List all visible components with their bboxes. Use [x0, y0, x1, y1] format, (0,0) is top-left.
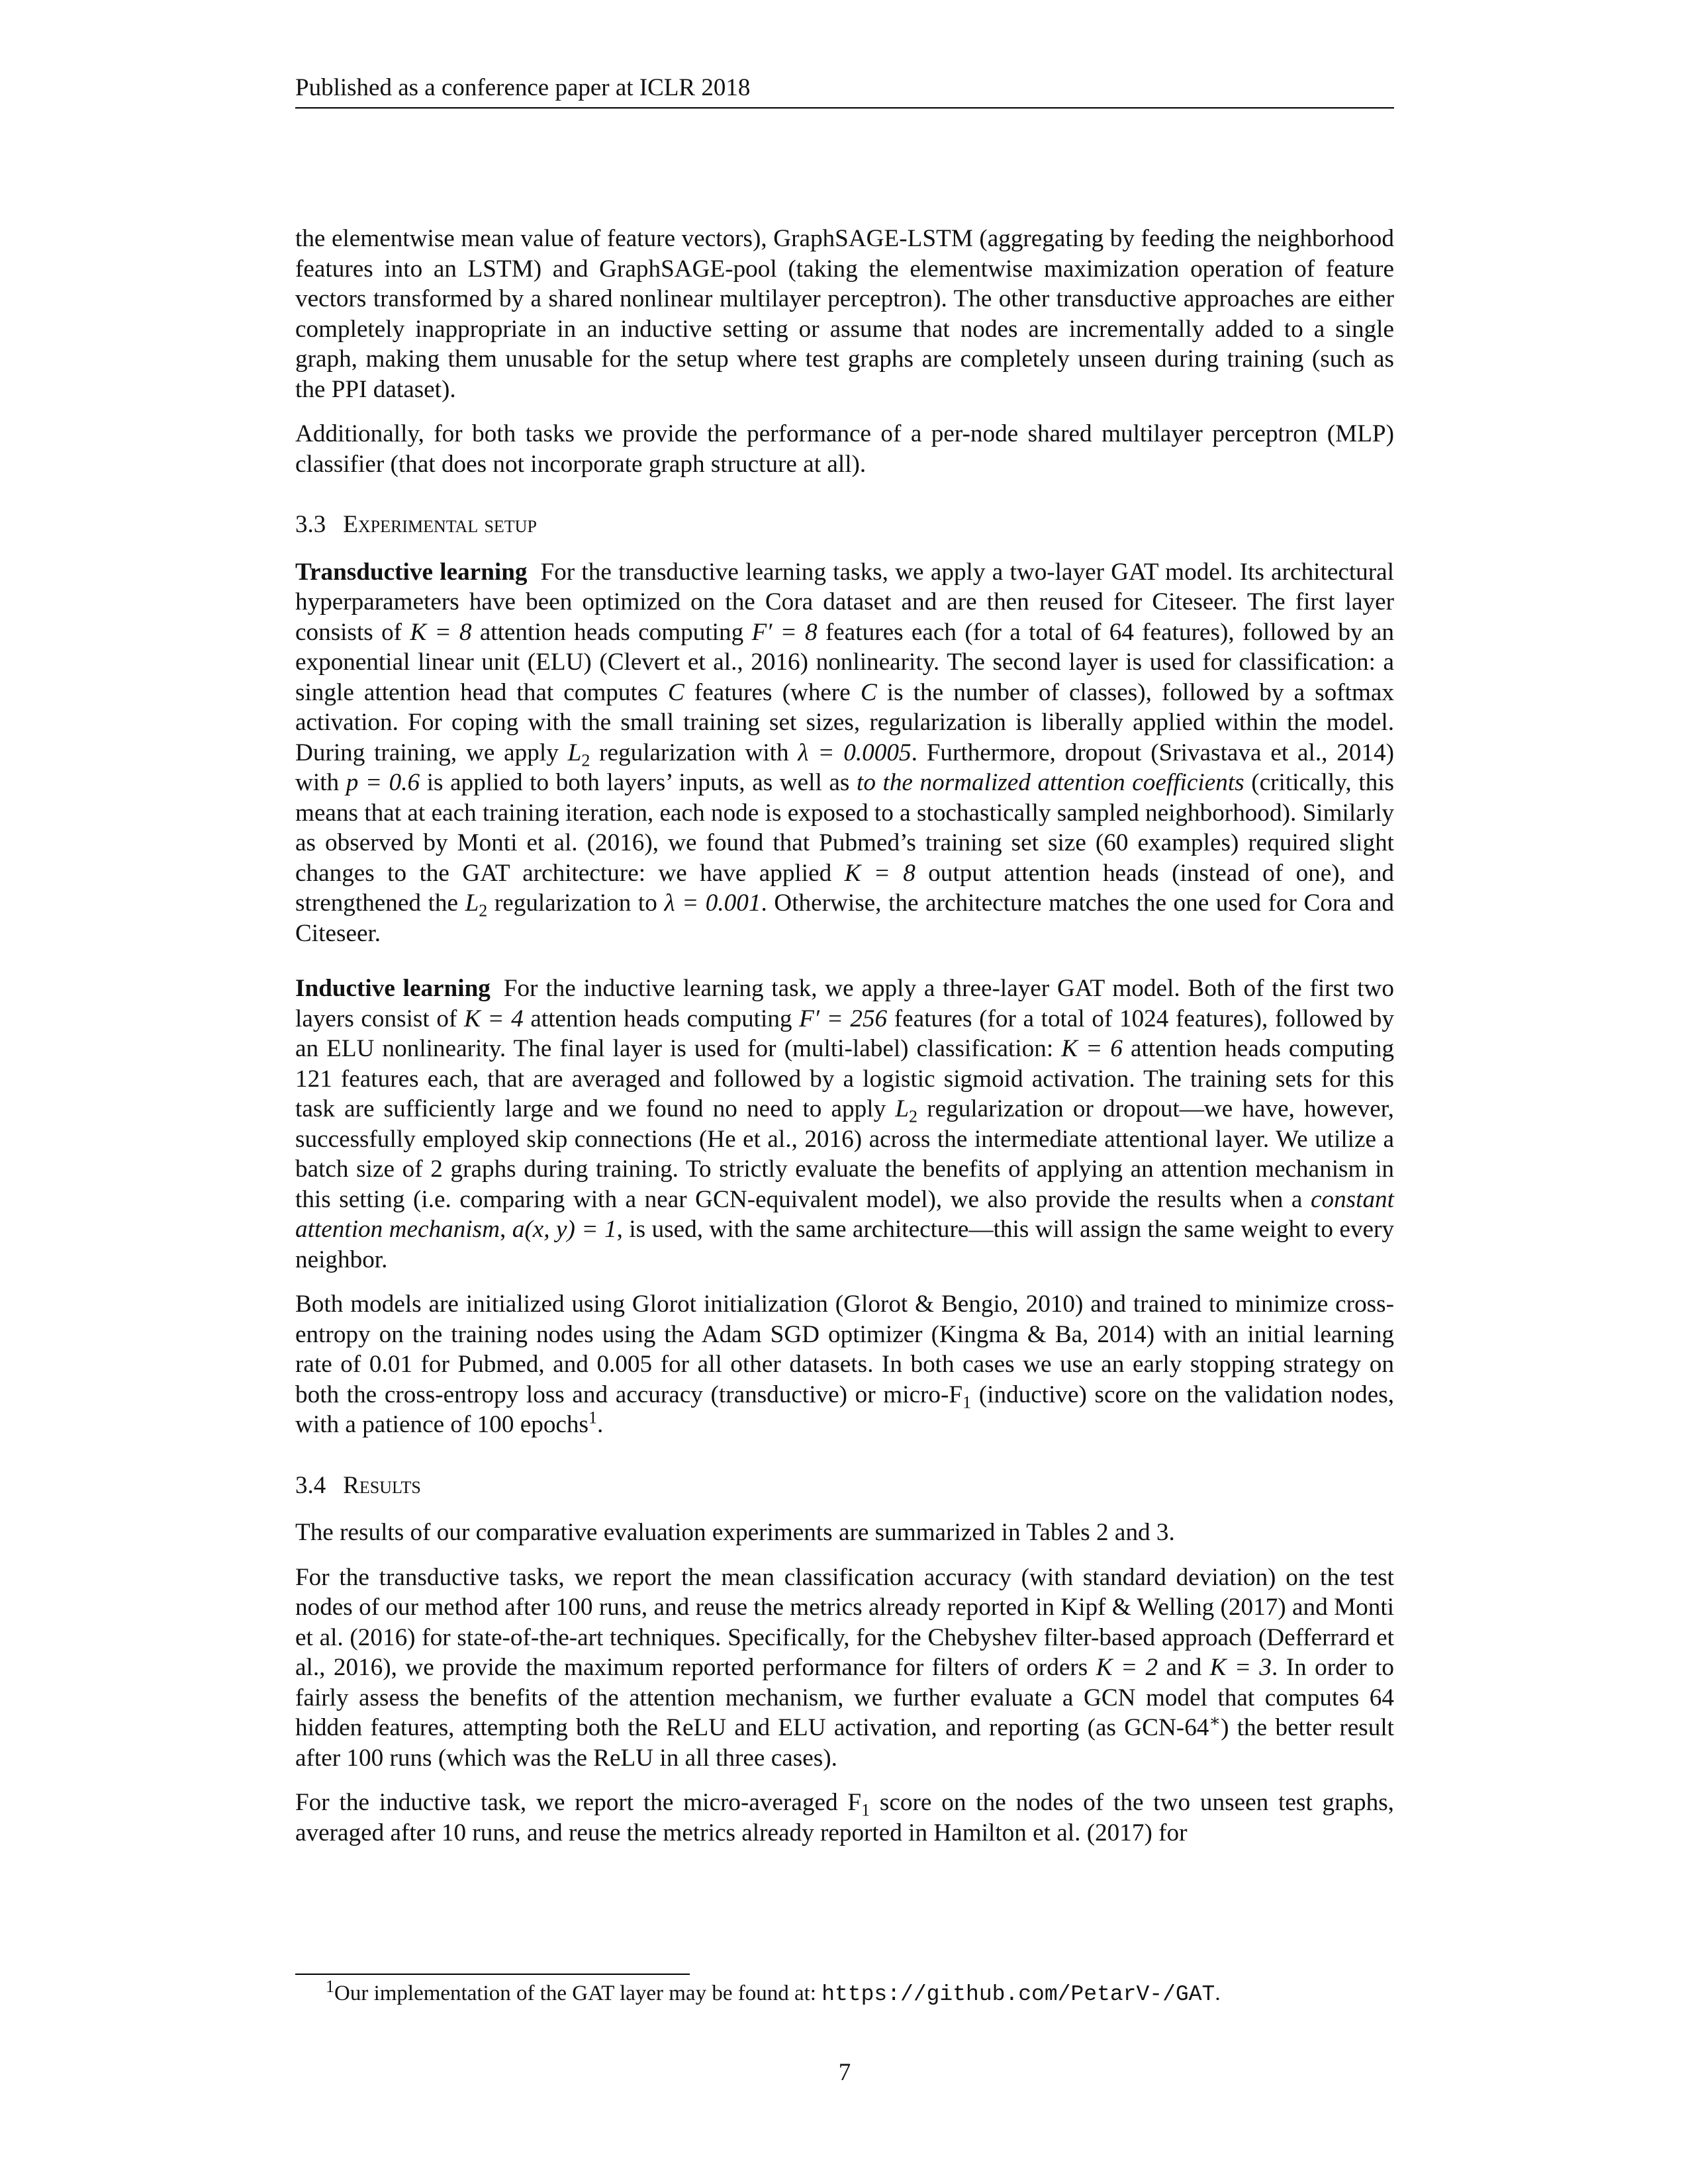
- math-inline: C: [860, 678, 877, 706]
- math-inline: K = 3: [1209, 1654, 1272, 1681]
- math-inline: L: [895, 1095, 910, 1122]
- footnote-mark: 1: [326, 1977, 334, 1996]
- math-subscript: 1: [962, 1392, 972, 1412]
- math-inline: λ = 0.001: [664, 889, 761, 917]
- section-title: Results: [343, 1471, 421, 1499]
- footnote: $^1$Our implementation of the GAT layer may be found at: https://github.com/PetarV-/GAT.: [326, 1977, 1221, 2007]
- paragraph-training-setup: Both models are initialized using Glorot initialization (Glorot & Bengio, 2010) and trained to minimize cross-entropy on the training nodes using the Adam SGD optimizer (Kingma & Ba, 2014) with an initial learning rate of 0.01 for Pubmed, and 0.005 for all other datasets. In both cases we use an early stopping strategy on both the cross-entropy loss and accuracy (transductive) or micro-$F_1$ (inductive) score on the validation nodes, with a patience of 100 epochs$^1$.: [295, 1291, 1394, 1438]
- section-number: 3.4: [295, 1471, 326, 1499]
- paragraph-inductive-results: For the inductive task, we report the micro-averaged $F_1$ score on the nodes of the two unseen test graphs, averaged after 10 runs, and reuse the metrics already reported in Hamilton et al. (2017) for: [295, 1789, 1394, 1846]
- emphasis: constant attention mechanism: [295, 1185, 1394, 1243]
- math-inline: K = 8: [844, 859, 915, 887]
- paragraph-mlp-baseline: Additionally, for both tasks we provide the performance of a per-node shared multilayer perceptron (MLP) classifier (that does not incorporate graph structure at all).: [295, 420, 1394, 478]
- main-content: [295, 224, 1394, 1862]
- math-inline: λ = 0.0005: [798, 739, 912, 766]
- math-subscript: 2: [581, 750, 590, 770]
- paragraph-inductive-learning: Inductive learning For the inductive learning task, we apply a three-layer GAT model. Both of the first two layers consist of K = 4 attention heads computing F′ = 256 features (for a total of 1024 features), followed by an ELU nonlinearity. The final layer is used for (multi-label) classification: K = 6 attention heads computing 121 features each, that are averaged and followed by a logistic sigmoid activation. The training sets for this task are sufficiently large and we found no need to apply $L_2$ regularization or dropout—we have, however, successfully employed skip connections (He et al., 2016) across the intermediate attentional layer. We utilize a batch size of 2 graphs during training. To strictly evaluate the benefits of applying an attention mechanism in this setting (i.e. comparing with a near GCN-equivalent model), we also provide the results when a constant attention mechanism, a(x, y) = 1, is used, with the same architecture—this will assign the same weight to every neighbor.: [295, 975, 1395, 1273]
- math-inline: K = 4: [463, 1005, 524, 1032]
- running-header: Published as a conference paper at ICLR 2018: [295, 69, 1394, 109]
- math-subscript: 1: [861, 1800, 870, 1820]
- math-subscript: 2: [479, 901, 488, 921]
- math-inline: F′ = 8: [751, 618, 818, 646]
- footnote-rule: [295, 1974, 690, 1975]
- paragraph-results-summary: The results of our comparative evaluation experiments are summarized in Tables 2 and 3.: [295, 1519, 1175, 1546]
- footnote-link[interactable]: https://github.com/PetarV-/GAT: [821, 1982, 1215, 2007]
- section-heading-3-3: [295, 510, 1394, 540]
- paragraph-transductive-results: For the transductive tasks, we report the mean classification accuracy (with standard deviation) on the test nodes of our method after 100 runs, and reuse the metrics already reported in Kipf & Welling (2017) and Monti et al. (2016) for state-of-the-art techniques. Specifically, for the Chebyshev filter-based approach (Defferrard et al., 2016), we provide the maximum reported performance for filters of orders K = 2 and K = 3. In order to fairly assess the benefits of the attention mechanism, we further evaluate a GCN model that computes 64 hidden features, attempting both the ReLU and ELU activation, and reporting (as GCN-64∗) the better result after 100 runs (which was the ReLU in all three cases).: [295, 1563, 1394, 1772]
- math-inline: K = 8: [410, 618, 472, 646]
- section-number: 3.3: [295, 511, 326, 538]
- footnote-reference: 1: [588, 1408, 597, 1428]
- section-title: Experimental setup: [343, 511, 537, 538]
- math-inline: a(x, y) = 1: [512, 1216, 617, 1243]
- math-inline: K = 6: [1061, 1035, 1123, 1062]
- paragraph-aggregators: the elementwise mean value of feature vectors), GraphSAGE-LSTM (aggregating by feeding the neighborhood features into an LSTM) and GraphSAGE-pool (taking the elementwise maximization operation of feature vectors transformed by a shared nonlinear multilayer perceptron). The other transductive approaches are either completely inappropriate in an inductive setting or assume that nodes are incrementally added to a single graph, making them unusable for the setup where test graphs are completely unseen during training (such as the PPI dataset).: [295, 225, 1394, 403]
- run-in-heading: Transductive learning: [295, 558, 528, 586]
- page-number: 7: [838, 2059, 851, 2086]
- math-superscript: ∗: [1209, 1711, 1221, 1731]
- emphasis: to the normalized attention coefficients: [856, 769, 1244, 796]
- math-inline: F′ = 256: [799, 1005, 888, 1032]
- math-inline: L: [465, 889, 479, 917]
- math-inline: L: [567, 739, 582, 766]
- math-inline: C: [667, 678, 684, 706]
- paragraph-transductive-learning: Transductive learning For the transductive learning tasks, we apply a two-layer GAT model. Its architectural hyperparameters have been optimized on the Cora dataset and are then reused for Citeseer. The first layer consists of K = 8 attention heads computing F′ = 8 features each (for a total of 64 features), followed by an exponential linear unit (ELU) (Clevert et al., 2016) nonlinearity. The second layer is used for classification: a single attention head that computes C features (where C is the number of classes), followed by a softmax activation. For coping with the small training set sizes, regularization is liberally applied within the model. During training, we apply $L_2$ regularization with λ = 0.0005. Furthermore, dropout (Srivastava et al., 2014) with p = 0.6 is applied to both layers’ inputs, as well as to the normalized attention coefficients (critically, this means that at each training iteration, each node is exposed to a stochastically sampled neighborhood). Similarly as observed by Monti et al. (2016), we found that Pubmed’s training set size (60 examples) required slight changes to the GAT architecture: we have applied K = 8 output attention heads (instead of one), and strengthened the $L_2$ regularization to λ = 0.001. Otherwise, the architecture matches the one used for Cora and Citeseer.: [295, 558, 1395, 947]
- math-inline: p = 0.6: [346, 769, 420, 796]
- math-inline: K = 2: [1096, 1654, 1158, 1681]
- section-heading-3-4: [295, 1471, 1394, 1501]
- math-subscript: 2: [909, 1107, 918, 1126]
- run-in-heading: Inductive learning: [295, 975, 491, 1002]
